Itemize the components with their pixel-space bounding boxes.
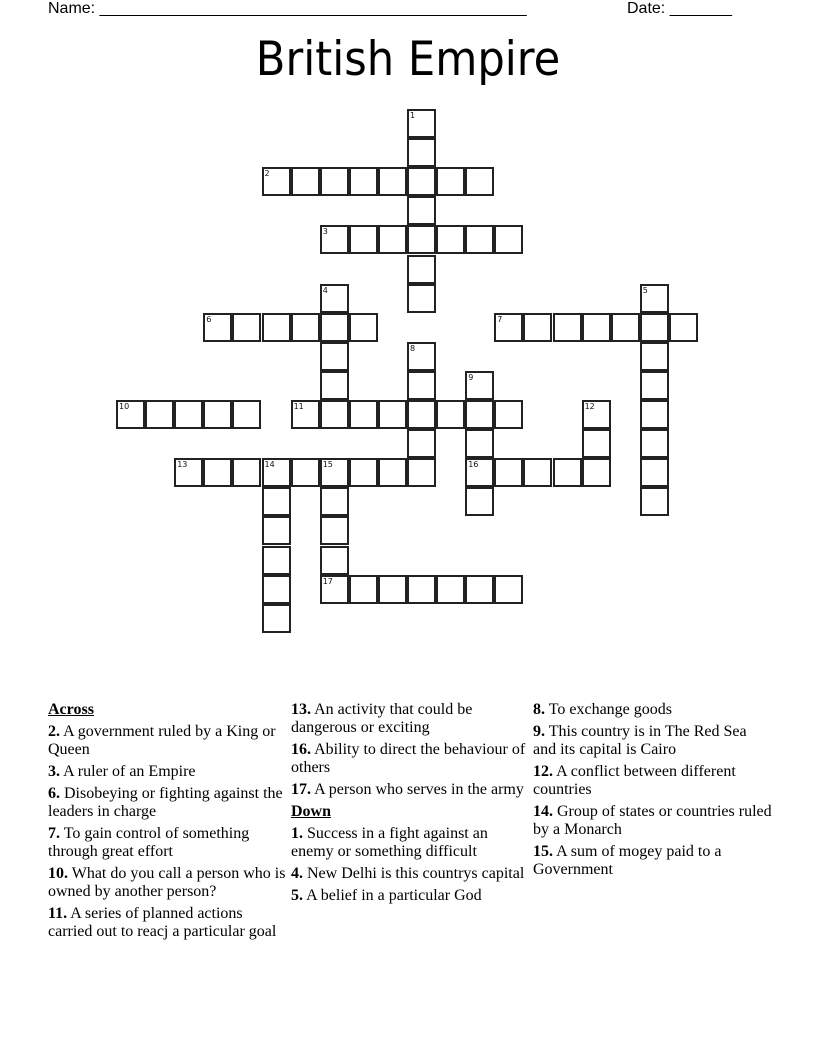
clue-text: A person who serves in the army	[314, 781, 524, 798]
grid-cell[interactable]	[378, 400, 407, 429]
grid-cell[interactable]	[611, 313, 640, 342]
grid-cell[interactable]	[320, 400, 349, 429]
grid-cell[interactable]	[262, 604, 291, 633]
grid-cell[interactable]	[436, 575, 465, 604]
clue-text: A belief in a particular God	[306, 887, 482, 904]
grid-cell[interactable]	[465, 167, 494, 196]
grid-cell[interactable]	[232, 313, 261, 342]
clue-across-16	[291, 741, 531, 777]
grid-cell[interactable]	[262, 546, 291, 575]
clue-number: 12.	[533, 763, 553, 780]
cell-number: 16	[468, 460, 479, 470]
clue-text: What do you call a person who is owned by another person?	[48, 865, 286, 900]
cell-number: 17	[322, 576, 333, 586]
grid-cell[interactable]	[465, 458, 494, 487]
cell-number: 2	[264, 169, 270, 179]
clues-column-3	[533, 701, 773, 883]
cell-number: 9	[468, 372, 474, 382]
grid-cell[interactable]	[320, 458, 349, 487]
grid-cell[interactable]	[407, 109, 436, 138]
clue-down-9	[533, 723, 773, 759]
clue-number: 13.	[291, 701, 311, 718]
grid-cell[interactable]	[494, 313, 523, 342]
grid-cell[interactable]	[116, 400, 145, 429]
grid-cell[interactable]	[320, 313, 349, 342]
grid-cell[interactable]	[349, 225, 378, 254]
clue-text: A sum of mogey paid to a Government	[533, 843, 722, 878]
grid-cell[interactable]	[407, 138, 436, 167]
clue-number: 5.	[291, 887, 303, 904]
clue-text: A series of planned actions carried out to reacj a particular goal	[48, 905, 277, 940]
down-heading: Down	[291, 803, 332, 820]
cell-number: 7	[497, 314, 503, 324]
grid-cell[interactable]	[465, 400, 494, 429]
cell-number: 1	[410, 111, 416, 120]
date-line: _______	[669, 0, 732, 17]
clue-text: A ruler of an Empire	[63, 763, 196, 780]
grid-cell[interactable]	[349, 575, 378, 604]
grid-cell[interactable]	[291, 313, 320, 342]
clue-text: New Delhi is this countrys capital	[307, 865, 525, 882]
clue-across-3	[48, 763, 288, 781]
grid-cell[interactable]	[320, 225, 349, 254]
grid-cell[interactable]	[291, 458, 320, 487]
date-label: Date:	[627, 0, 666, 17]
cell-number: 10	[119, 402, 130, 411]
grid-cell[interactable]	[582, 313, 611, 342]
date-field	[627, 0, 732, 18]
clue-number: 7.	[48, 825, 60, 842]
cell-number: 6	[206, 314, 212, 324]
grid-cell[interactable]	[407, 167, 436, 196]
clue-across-11	[48, 905, 288, 941]
grid-cell[interactable]	[640, 342, 669, 371]
clue-across-17	[291, 781, 531, 799]
clues-column-2	[291, 701, 531, 909]
grid-cell[interactable]	[465, 429, 494, 458]
clue-number: 9.	[533, 723, 545, 740]
grid-cell[interactable]	[582, 429, 611, 458]
grid-cell[interactable]	[436, 400, 465, 429]
clue-number: 16.	[291, 741, 311, 758]
grid-cell[interactable]	[436, 167, 465, 196]
cell-number: 13	[177, 460, 188, 470]
grid-cell[interactable]	[407, 342, 436, 371]
grid-cell[interactable]	[436, 225, 465, 254]
name-field	[48, 0, 527, 18]
clue-text: Ability to direct the behaviour of others	[291, 741, 526, 776]
grid-cell[interactable]	[232, 458, 261, 487]
clue-down-15	[533, 843, 773, 879]
grid-cell[interactable]	[349, 458, 378, 487]
grid-cell[interactable]	[465, 575, 494, 604]
clue-text: To exchange goods	[548, 701, 673, 718]
grid-cell[interactable]	[262, 167, 291, 196]
grid-cell[interactable]	[320, 575, 349, 604]
clue-text: Group of states or countries ruled by a Monarch	[533, 803, 772, 838]
grid-cell[interactable]	[320, 167, 349, 196]
grid-cell[interactable]	[203, 313, 232, 342]
grid-cell[interactable]	[262, 487, 291, 516]
grid-cell[interactable]	[203, 458, 232, 487]
clue-text: Success in a fight against an enemy or something difficult	[291, 825, 488, 860]
clue-text: An activity that could be dangerous or exciting	[291, 701, 473, 736]
grid-cell[interactable]	[640, 400, 669, 429]
clue-across-10	[48, 865, 288, 901]
cell-number: 14	[264, 460, 275, 470]
grid-cell[interactable]	[640, 371, 669, 400]
grid-cell[interactable]	[320, 516, 349, 545]
clues-column-1	[48, 701, 288, 945]
grid-cell[interactable]	[320, 546, 349, 575]
grid-cell[interactable]	[407, 458, 436, 487]
clue-down-12	[533, 763, 773, 799]
grid-cell[interactable]	[640, 284, 669, 313]
grid-cell[interactable]	[349, 167, 378, 196]
grid-cell[interactable]	[407, 400, 436, 429]
clue-number: 6.	[48, 785, 60, 802]
clue-number: 11.	[48, 905, 68, 922]
grid-cell[interactable]	[465, 371, 494, 400]
grid-cell[interactable]	[523, 313, 552, 342]
grid-cell[interactable]	[203, 400, 232, 429]
grid-cell[interactable]	[320, 371, 349, 400]
cell-number: 15	[322, 460, 333, 470]
page-title: British Empire	[255, 32, 561, 87]
grid-cell[interactable]	[494, 458, 523, 487]
grid-cell[interactable]	[494, 225, 523, 254]
clue-number: 1.	[291, 825, 303, 842]
grid-cell[interactable]	[378, 575, 407, 604]
grid-cell[interactable]	[291, 400, 320, 429]
clue-number: 3.	[48, 763, 60, 780]
clue-number: 10.	[48, 865, 68, 882]
clue-number: 2.	[48, 723, 60, 740]
grid-cell[interactable]	[378, 458, 407, 487]
cell-number: 11	[293, 402, 304, 411]
grid-cell[interactable]	[349, 313, 378, 342]
grid-cell[interactable]	[407, 196, 436, 225]
grid-cell[interactable]	[582, 400, 611, 429]
grid-cell[interactable]	[407, 225, 436, 254]
grid-cell[interactable]	[320, 284, 349, 313]
clue-down-4	[291, 865, 531, 883]
grid-cell[interactable]	[349, 400, 378, 429]
clue-text: This country is in The Red Sea and its capital is Cairo	[533, 723, 747, 758]
grid-cell[interactable]	[262, 516, 291, 545]
grid-cell[interactable]	[494, 400, 523, 429]
clue-across-7	[48, 825, 288, 861]
clue-across-13	[291, 701, 531, 737]
grid-cell[interactable]	[407, 429, 436, 458]
clue-text: Disobeying or fighting against the leaders in charge	[48, 785, 283, 820]
grid-cell[interactable]	[465, 225, 494, 254]
grid-cell[interactable]	[174, 458, 203, 487]
clue-down-14	[533, 803, 773, 839]
grid-cell[interactable]	[407, 255, 436, 284]
cell-number: 3	[322, 227, 328, 237]
grid-cell[interactable]	[378, 225, 407, 254]
grid-cell[interactable]	[174, 400, 203, 429]
name-label: Name:	[48, 0, 96, 17]
grid-cell[interactable]	[232, 400, 261, 429]
grid-cell[interactable]	[262, 575, 291, 604]
grid-cell[interactable]	[262, 313, 291, 342]
grid-cell[interactable]	[640, 313, 669, 342]
cell-number: 8	[410, 343, 416, 353]
grid-cell[interactable]	[407, 284, 436, 313]
clue-text: A conflict between different countries	[533, 763, 736, 798]
grid-cell[interactable]	[465, 487, 494, 516]
cell-number: 5	[642, 285, 648, 295]
clue-number: 17.	[291, 781, 311, 798]
grid-cell[interactable]	[145, 400, 174, 429]
grid-cell[interactable]	[640, 458, 669, 487]
grid-cell[interactable]	[262, 458, 291, 487]
clue-number: 15.	[533, 843, 553, 860]
grid-cell[interactable]	[378, 167, 407, 196]
grid-cell[interactable]	[407, 575, 436, 604]
cell-number: 12	[584, 402, 595, 411]
grid-cell[interactable]	[291, 167, 320, 196]
clue-across-2	[48, 723, 288, 759]
clue-text: To gain control of something through great effort	[48, 825, 250, 860]
clue-across-6	[48, 785, 288, 821]
grid-cell[interactable]	[553, 458, 582, 487]
grid-cell[interactable]	[669, 313, 698, 342]
grid-cell[interactable]	[320, 487, 349, 516]
across-heading: Across	[48, 701, 94, 718]
clue-down-8	[533, 701, 773, 719]
grid-cell[interactable]	[523, 458, 552, 487]
grid-cell[interactable]	[494, 575, 523, 604]
grid-cell[interactable]	[640, 487, 669, 516]
clue-number: 14.	[533, 803, 553, 820]
name-line: ________________________________________________	[99, 0, 527, 17]
clue-text: A government ruled by a King or Queen	[48, 723, 276, 758]
grid-cell[interactable]	[640, 429, 669, 458]
clue-number: 8.	[533, 701, 545, 718]
clue-number: 4.	[291, 865, 303, 882]
grid-cell[interactable]	[553, 313, 582, 342]
clue-down-5	[291, 887, 531, 905]
grid-cell[interactable]	[407, 371, 436, 400]
grid-cell[interactable]	[582, 458, 611, 487]
grid-cell[interactable]	[320, 342, 349, 371]
cell-number: 4	[322, 285, 328, 295]
clue-down-1	[291, 825, 531, 861]
